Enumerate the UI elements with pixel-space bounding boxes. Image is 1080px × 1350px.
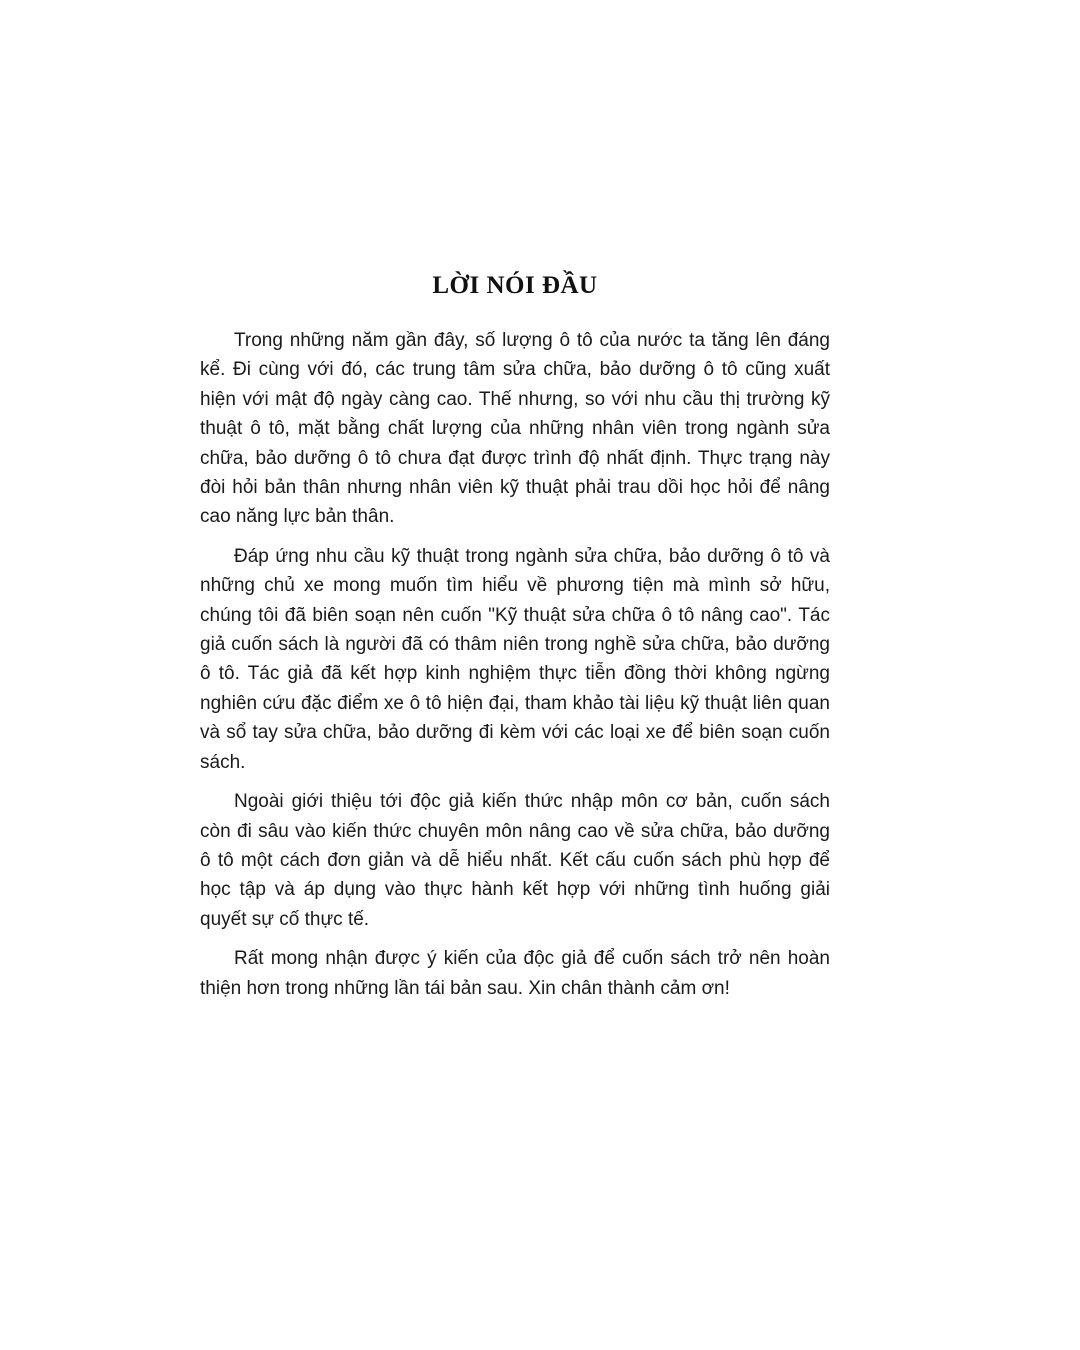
- preface-body: [200, 326, 830, 1013]
- paragraph-3: Ngoài giới thiệu tới độc giả kiến thức nhập môn cơ bản, cuốn sách còn đi sâu vào kiến thức chuyên môn nâng cao về sửa chữa, bảo dưỡng ô tô một cách đơn giản và dễ hiểu nhất. Kết cấu cuốn sách phù hợp để học tập và áp dụng vào thực hành kết hợp với những tình huống giải quyết sự cố thực tế.: [200, 791, 830, 930]
- paragraph-1: Trong những năm gần đây, số lượng ô tô của nước ta tăng lên đáng kể. Đi cùng với đó, các trung tâm sửa chữa, bảo dưỡng ô tô cũng xuất hiện với mật độ ngày càng cao. Thế nhưng, so với nhu cầu thị trường kỹ thuật ô tô, mặt bằng chất lượng của những nhân viên trong ngành sửa chữa, bảo dưỡng ô tô chưa đạt được trình độ nhất định. Thực trạng này đòi hỏi bản thân nhưng nhân viên kỹ thuật phải trau dồi học hỏi để nâng cao năng lực bản thân.: [200, 330, 830, 528]
- paragraph-4: Rất mong nhận được ý kiến của độc giả để cuốn sách trở nên hoàn thiện hơn trong những lần tái bản sau. Xin chân thành cảm ơn!: [200, 948, 830, 999]
- paragraph-2: Đáp ứng nhu cầu kỹ thuật trong ngành sửa chữa, bảo dưỡng ô tô và những chủ xe mong muốn tìm hiểu về phương tiện mà mình sở hữu, chúng tôi đã biên soạn nên cuốn "Kỹ thuật sửa chữa ô tô nâng cao". Tác giả cuốn sách là người đã có thâm niên trong nghề sửa chữa, bảo dưỡng ô tô. Tác giả đã kết hợp kinh nghiệm thực tiễn đồng thời không ngừng nghiên cứu đặc điểm xe ô tô hiện đại, tham khảo tài liệu kỹ thuật liên quan và sổ tay sửa chữa, bảo dưỡng đi kèm với các loại xe để biên soạn cuốn sách.: [200, 545, 830, 773]
- page-title: LỜI NÓI ĐẦU: [432, 272, 598, 299]
